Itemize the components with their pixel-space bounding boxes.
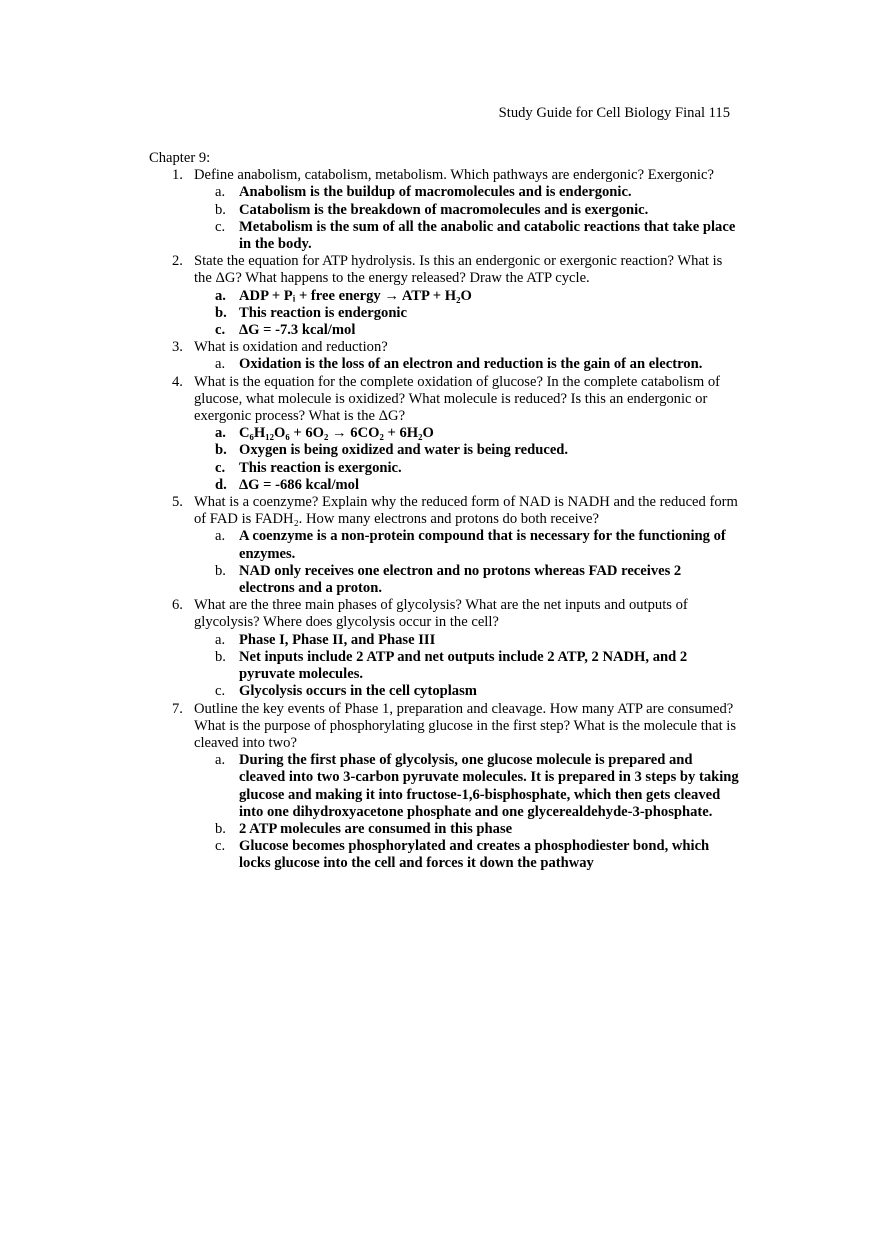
page-header: Study Guide for Cell Biology Final 115 (498, 105, 730, 121)
question-text: What are the three main phases of glycolysis? What are the net inputs and outputs of glycolysis? Where does glycolysis occur in the cell? (194, 597, 688, 631)
answer-text: This reaction is endergonic (239, 304, 407, 321)
question-number: 2. (172, 253, 183, 270)
answer-letter: b. (215, 304, 227, 321)
question-text: What is the equation for the complete oxidation of glucose? In the complete catabolism of glucose, what molecule is oxidized? What molecule is reduced? Is this an endergonic or exergonic process? What is the ΔG? (194, 373, 721, 425)
answer-letter: a. (215, 356, 226, 373)
answer-item (194, 425, 739, 442)
answer-letter: d. (215, 476, 227, 493)
answer-letter: a. (215, 528, 226, 545)
answer-item (194, 356, 739, 373)
answer-item (194, 528, 739, 562)
answer-letter: b. (215, 820, 226, 837)
answer-text: Net inputs include 2 ATP and net outputs include 2 ATP, 2 NADH, and 2 pyruvate molecules. (239, 648, 688, 683)
answer-letter: b. (215, 442, 227, 459)
question-list (149, 167, 739, 872)
answer-letter: b. (215, 562, 226, 579)
question-item (149, 339, 739, 373)
answer-letter: a. (215, 425, 226, 442)
answer-list (194, 184, 739, 253)
question-number: 1. (172, 167, 183, 184)
question-text: Outline the key events of Phase 1, preparation and cleavage. How many ATP are consumed? What is the purpose of phosphorylating glucose in the first step? What is the molecule that is cleaved into two? (194, 700, 737, 751)
answer-text: Catabolism is the breakdown of macromolecules and is exergonic. (239, 201, 649, 218)
question-item (149, 494, 739, 597)
answer-item (194, 477, 739, 494)
answer-list (194, 356, 739, 373)
answer-letter: c. (215, 218, 226, 235)
answer-text: During the first phase of glycolysis, one glucose molecule is prepared and cleaved into two 3-carbon pyruvate molecules. It is prepared in 3 steps by taking glucose and making it into fructose-1,6-bisphosphate, which then gets cleaved into one dihydroxyacetone phosphate and one glycerealdehyde-3-phosphate. (239, 752, 739, 820)
answer-list (194, 425, 739, 494)
question-number: 6. (172, 597, 183, 614)
question-text: What is oxidation and reduction? (194, 339, 388, 356)
answer-text: C₆H₁₂O₆ + 6O₂ → 6CO₂ + 6H₂O (239, 425, 434, 442)
answer-list (194, 528, 739, 597)
question-number: 5. (172, 494, 183, 511)
answer-letter: c. (215, 683, 226, 700)
answer-item (194, 752, 739, 821)
answer-item (194, 460, 739, 477)
answer-text: NAD only receives one electron and no protons whereas FAD receives 2 electrons and a proton. (239, 562, 682, 597)
question-number: 7. (172, 700, 183, 717)
question-number: 4. (172, 373, 183, 390)
answer-list (194, 752, 739, 872)
question-item (149, 597, 739, 700)
answer-letter: a. (215, 631, 226, 648)
answer-item (194, 563, 739, 597)
answer-item (194, 202, 739, 219)
answer-letter: c. (215, 322, 226, 339)
answer-item (194, 838, 739, 872)
answer-letter: a. (215, 184, 226, 201)
answer-item (194, 683, 739, 700)
answer-text: 2 ATP molecules are consumed in this phase (239, 820, 513, 837)
answer-text: A coenzyme is a non-protein compound that is necessary for the functioning of enzymes. (239, 528, 726, 562)
answer-item (194, 632, 739, 649)
answer-text: Glucose becomes phosphorylated and creates a phosphodiester bond, which locks glucose into the cell and forces it down the pathway (239, 838, 710, 872)
answer-letter: b. (215, 201, 226, 218)
question-item (149, 253, 739, 339)
answer-letter: c. (215, 459, 226, 476)
answer-text: Oxygen is being oxidized and water is being reduced. (239, 442, 569, 459)
question-item (149, 701, 739, 873)
answer-text: ΔG = -7.3 kcal/mol (239, 322, 356, 339)
answer-list (194, 632, 739, 701)
document-body (149, 150, 739, 873)
answer-text: Glycolysis occurs in the cell cytoplasm (239, 683, 477, 700)
answer-text: Anabolism is the buildup of macromolecules and is endergonic. (239, 184, 632, 201)
answer-text: Phase I, Phase II, and Phase III (239, 631, 436, 648)
answer-item (194, 649, 739, 683)
answer-text: Oxidation is the loss of an electron and reduction is the gain of an electron. (239, 356, 703, 373)
question-item (149, 374, 739, 494)
answer-item (194, 442, 739, 459)
answer-text: ΔG = -686 kcal/mol (239, 476, 360, 493)
answer-item (194, 288, 739, 305)
answer-letter: a. (215, 287, 226, 304)
answer-letter: b. (215, 648, 226, 665)
answer-text: This reaction is exergonic. (239, 459, 402, 476)
answer-item (194, 322, 739, 339)
answer-item (194, 821, 739, 838)
answer-letter: a. (215, 752, 226, 769)
answer-text: ADP + Pᵢ + free energy → ATP + H₂O (239, 287, 472, 304)
answer-item (194, 184, 739, 201)
answer-text: Metabolism is the sum of all the anabolic and catabolic reactions that take place in the body. (239, 218, 736, 253)
question-text: Define anabolism, catabolism, metabolism. Which pathways are endergonic? Exergonic? (194, 167, 714, 184)
answer-list (194, 288, 739, 340)
answer-item (194, 219, 739, 253)
chapter-heading: Chapter 9: (149, 150, 211, 166)
question-item (149, 167, 739, 253)
question-text: What is a coenzyme? Explain why the reduced form of NAD is NADH and the reduced form of FAD is FADH₂. How many electrons and protons do both receive? (194, 494, 738, 528)
question-number: 3. (172, 339, 183, 356)
answer-item (194, 305, 739, 322)
question-text: State the equation for ATP hydrolysis. Is this an endergonic or exergonic reaction? What is the ΔG? What happens to the energy released? Draw the ATP cycle. (194, 253, 723, 287)
answer-letter: c. (215, 838, 226, 855)
